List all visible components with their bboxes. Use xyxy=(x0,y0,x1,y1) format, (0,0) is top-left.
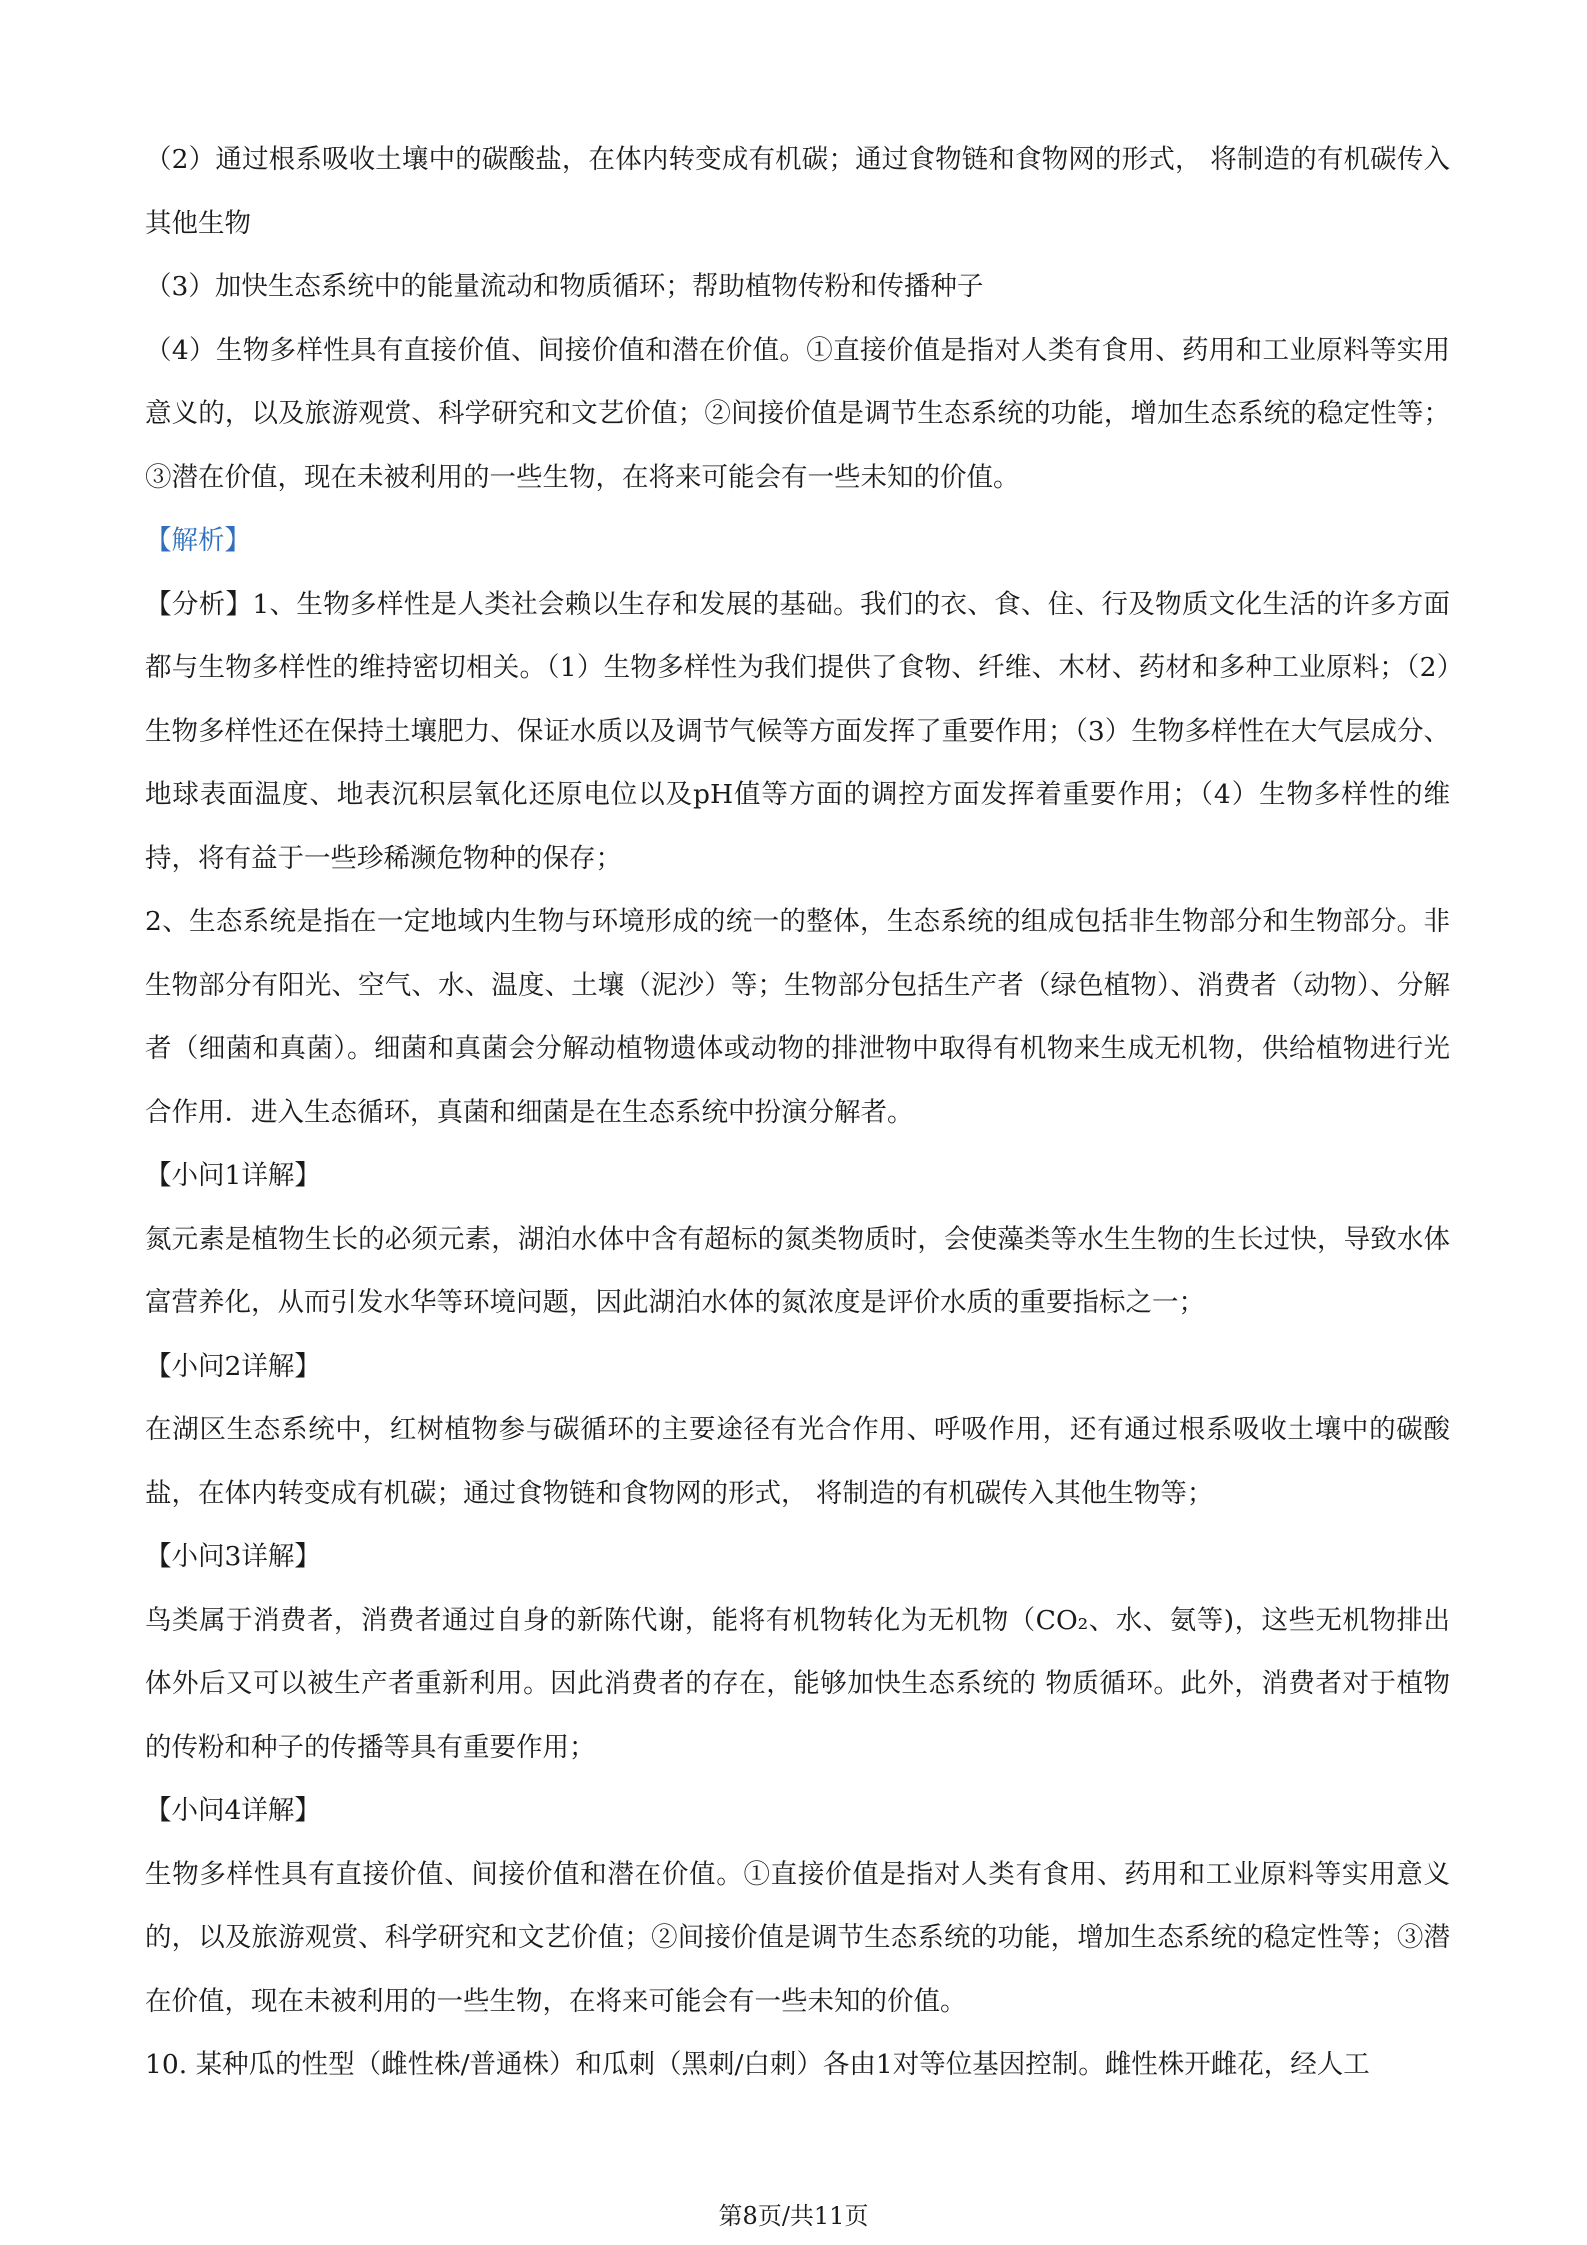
page-footer: 第8页/共11页 xyxy=(718,2202,869,2230)
detail-text-2: 在湖区生态系统中，红树植物参与碳循环的主要途径有光合作用、呼吸作用，还有通过根系吸收土壤中的碳酸盐，在体内转变成有机碳；通过食物链和食物网的形式， 将制造的有机碳传入其他生物等； xyxy=(145,1414,1450,1509)
detail-text-1: 氮元素是植物生长的必须元素，湖泊水体中含有超标的氮类物质时，会使藻类等水生生物的生长过快，导致水体富营养化，从而引发水华等环境问题，因此湖泊水体的氮浓度是评价水质的重要指标之一； xyxy=(145,1223,1450,1318)
detail-text-3: 鸟类属于消费者，消费者通过自身的新陈代谢，能将有机物转化为无机物（CO₂、水、氨等)，这些无机物排出体外后又可以被生产者重新利用。因此消费者的存在，能够加快生态系统的 物质循环。此外，消费者对于植物的传粉和种子的传播等具有重要作用； xyxy=(145,1604,1450,1763)
detail-text-4: 生物多样性具有直接价值、间接价值和潜在价值。①直接价值是指对人类有食用、药用和工业原料等实用意义的，以及旅游观赏、科学研究和文艺价值；②间接价值是调节生态系统的功能，增加生态系统的稳定性等；③潜在价值，现在未被利用的一些生物，在将来可能会有一些未知的价值。 xyxy=(145,1858,1450,2017)
answer-4: （4）生物多样性具有直接价值、间接价值和潜在价值。①直接价值是指对人类有食用、药用和工业原料等实用意义的，以及旅游观赏、科学研究和文艺价值；②间接价值是调节生态系统的功能，增加生态系统的稳定性等；③潜在价值，现在未被利用的一些生物，在将来可能会有一些未知的价值。 xyxy=(145,334,1450,493)
detail-heading-4: 【小问4详解】 xyxy=(145,1795,321,1826)
detail-heading-3: 【小问3详解】 xyxy=(145,1541,321,1572)
detail-heading-2: 【小问2详解】 xyxy=(145,1350,321,1382)
answer-2: （2）通过根系吸收土壤中的碳酸盐，在体内转变成有机碳；通过食物链和食物网的形式， 将制造的有机碳传入其他生物 xyxy=(145,144,1450,239)
document-body xyxy=(145,128,1450,2097)
analysis-paragraph-2: 2、生态系统是指在一定地域内生物与环境形成的统一的整体，生态系统的组成包括非生物部分和生物部分。非生物部分有阳光、空气、水、温度、土壤（泥沙）等；生物部分包括生产者（绿色植物）、消费者（动物）、分解者（细菌和真菌）。细菌和真菌会分解动植物遗体或动物的排泄物中取得有机物来生成无机物，供给植物进行光合作用．进入生态循环，真菌和细菌是在生态系统中扮演分解者。 xyxy=(145,906,1450,1128)
analysis-label: 【解析】 xyxy=(145,525,251,556)
analysis-paragraph-1: 【分析】1、生物多样性是人类社会赖以生存和发展的基础。我们的衣、食、住、行及物质文化生活的许多方面都与生物多样性的维持密切相关。（1）生物多样性为我们提供了食物、纤维、木材、药材和多种工业原料；（2）生物多样性还在保持土壤肥力、保证水质以及调节气候等方面发挥了重要作用；（3）生物多样性在大气层成分、地球表面温度、地表沉积层氧化还原电位以及pH值等方面的调控方面发挥着重要作用；（4）生物多样性的维持，将有益于一些珍稀濒危物种的保存； xyxy=(145,588,1450,874)
question-10: 10. 某种瓜的性型（雌性株/普通株）和瓜刺（黑刺/白刺）各由1对等位基因控制。雌性株开雌花，经人工 xyxy=(145,2049,1370,2080)
detail-heading-1: 【小问1详解】 xyxy=(145,1160,321,1191)
answer-3: （3）加快生态系统中的能量流动和物质循环；帮助植物传粉和传播种子 xyxy=(145,271,984,302)
